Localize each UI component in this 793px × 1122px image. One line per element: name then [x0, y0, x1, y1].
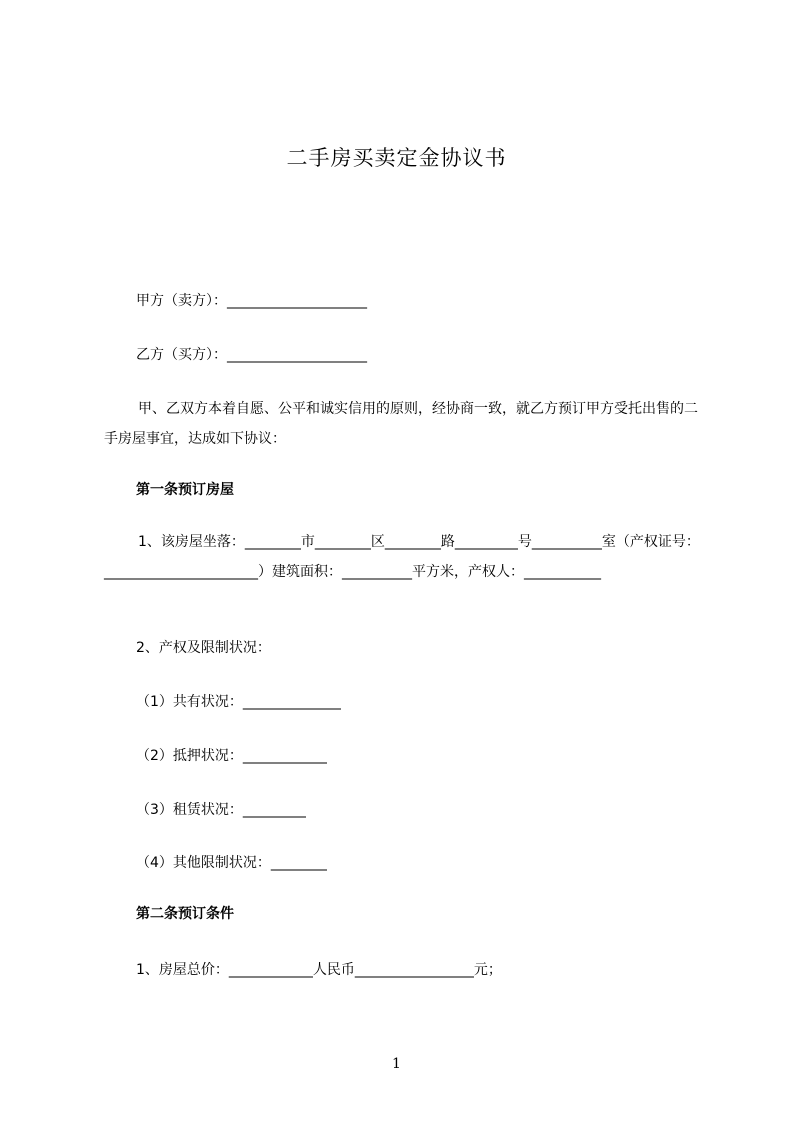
article1-item1: 1、该房屋坐落：________市________区________路_________号__________室（产权证号：______________________）建筑面积：__________平方米，产权人：___________ — [104, 534, 700, 580]
article1-sub1: （1）共有状况：______________ — [136, 694, 341, 710]
page-number: 1 — [392, 1056, 401, 1072]
article2-heading: 第二条预订条件 — [136, 906, 234, 922]
document-title: 二手房买卖定金协议书 — [286, 146, 507, 170]
party-a-line: 甲方（卖方）：____________________ — [136, 293, 367, 309]
article1-sub4: （4）其他限制状况：________ — [136, 855, 327, 871]
article1-heading: 第一条预订房屋 — [136, 482, 234, 498]
intro-paragraph: 甲、乙双方本着自愿、公平和诚实信用的原则，经协商一致，就乙方预订甲方受托出售的二手房屋事宜，达成如下协议： — [104, 401, 698, 447]
article1-sub2: （2）抵押状况：____________ — [136, 748, 327, 764]
article1-item2: 2、产权及限制状况： — [136, 640, 271, 656]
article1-sub3: （3）租赁状况：_________ — [136, 802, 306, 818]
party-b-line: 乙方（买方）：____________________ — [136, 347, 367, 363]
article2-item1: 1、房屋总价：____________人民币_________________元； — [136, 962, 502, 978]
